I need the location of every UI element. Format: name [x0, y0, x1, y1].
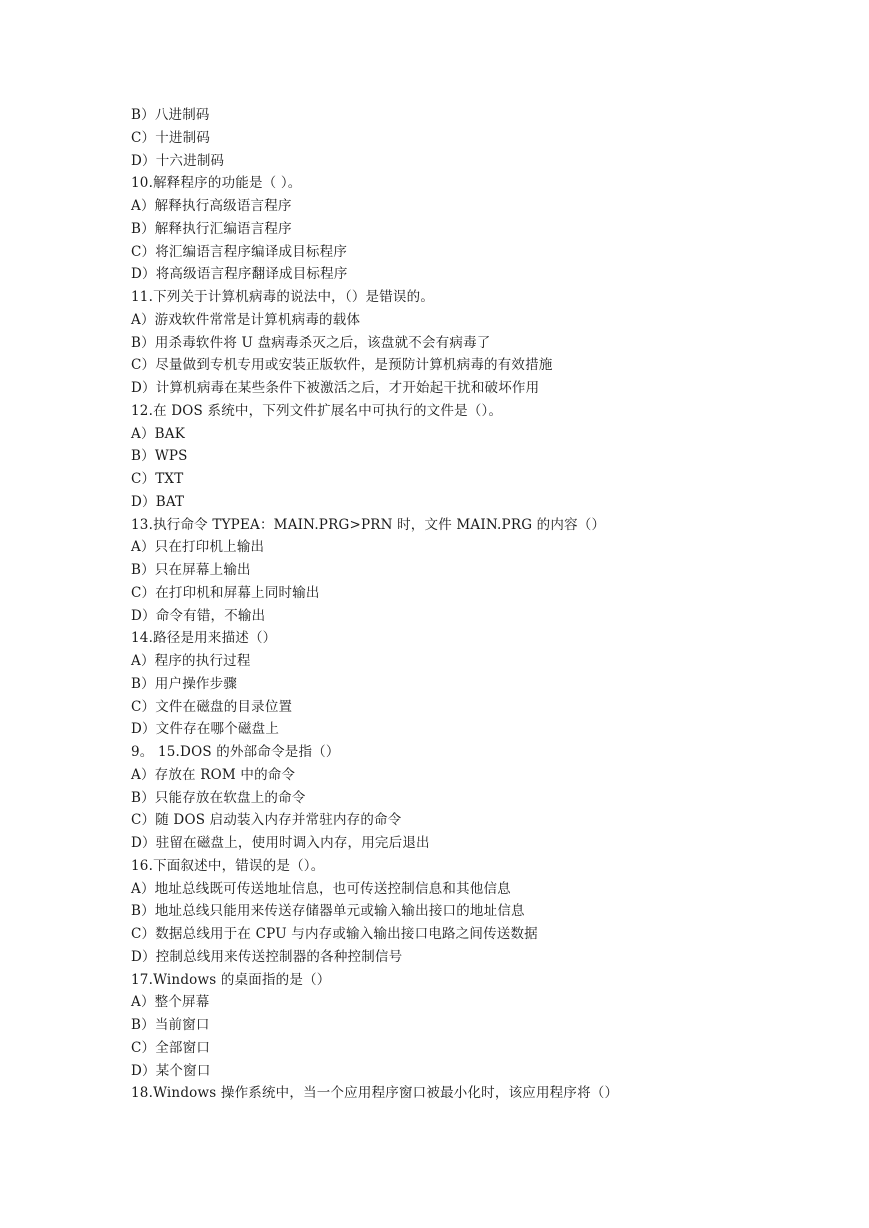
text-line: B）用杀毒软件将 U 盘病毒杀灭之后，该盘就不会有病毒了 — [131, 334, 491, 351]
text-line: D）驻留在磁盘上，使用时调入内存，用完后退出 — [131, 835, 430, 851]
text-line: C）TXT — [131, 471, 184, 487]
text-line: D）文件存在哪个磁盘上 — [131, 721, 280, 738]
text-line: D）将高级语言程序翻译成目标程序 — [131, 266, 348, 283]
text-line: C）文件在磁盘的目录位置 — [131, 698, 293, 715]
text-line: C）随 DOS 启动装入内存并常驻内存的命令 — [131, 812, 402, 829]
text-line: A）只在打印机上输出 — [131, 539, 265, 556]
question-line: 18.Windows 操作系统中，当一个应用程序窗口被最小化时，该应用程序将（） — [131, 1085, 619, 1102]
text-line: B）只能存放在软盘上的命令 — [131, 789, 306, 806]
text-line: C）尽量做到专机专用或安装正版软件，是预防计算机病毒的有效措施 — [131, 357, 553, 374]
text-line: C）十进制码 — [131, 129, 211, 146]
document-body — [131, 104, 831, 1105]
text-line: B）用户操作步骤 — [131, 675, 238, 692]
text-line: B）解释执行汇编语言程序 — [131, 220, 292, 237]
text-line: D）十六进制码 — [131, 152, 225, 169]
text-line: C）全部窗口 — [131, 1039, 211, 1056]
text-line: D）控制总线用来传送控制器的各种控制信号 — [131, 948, 403, 965]
text-line: B）八进制码 — [131, 107, 210, 123]
text-line: D）某个窗口 — [131, 1062, 211, 1079]
text-line: B）地址总线只能用来传送存储器单元或输入输出接口的地址信息 — [131, 903, 525, 920]
text-line: D）BAT — [131, 493, 185, 510]
text-line: D）命令有错，不输出 — [131, 607, 266, 624]
text-line: A）解释执行高级语言程序 — [131, 198, 292, 214]
text-line: C）将汇编语言程序编译成目标程序 — [131, 243, 348, 260]
text-line: A）存放在 ROM 中的命令 — [131, 766, 296, 783]
text-line: C）在打印机和屏幕上同时输出 — [131, 584, 320, 601]
question-line: 17.Windows 的桌面指的是（） — [131, 971, 331, 988]
question-line: 14.路径是用来描述（） — [131, 630, 277, 647]
question-line: 16.下面叙述中，错误的是（）。 — [131, 857, 325, 874]
text-line: A）游戏软件常常是计算机病毒的载体 — [131, 311, 361, 328]
question-line: 12.在 DOS 系统中，下列文件扩展名中可执行的文件是（）。 — [131, 402, 503, 419]
text-line: B）只在屏幕上输出 — [131, 562, 251, 578]
question-line: 10.解释程序的功能是（ ）。 — [131, 175, 302, 192]
text-line: B）当前窗口 — [131, 1017, 210, 1033]
text-line: A）程序的执行过程 — [131, 653, 251, 669]
text-line: A）整个屏幕 — [131, 994, 210, 1011]
question-line: 11.下列关于计算机病毒的说法中，（）是错误的。 — [131, 289, 435, 305]
text-line: C）数据总线用于在 CPU 与内存或输入输出接口电路之间传送数据 — [131, 926, 538, 942]
question-line: 9。 15.DOS 的外部命令是指（） — [131, 744, 340, 760]
text-line: B）WPS — [131, 448, 188, 465]
question-line: 13.执行命令 TYPEA：MAIN.PRG>PRN 时，文件 MAIN.PRG 的内容（） — [131, 516, 606, 533]
text-line: A）BAK — [131, 425, 186, 442]
text-line: A）地址总线既可传送地址信息，也可传送控制信息和其他信息 — [131, 880, 511, 897]
text-line: D）计算机病毒在某些条件下被激活之后，才开始起干扰和破坏作用 — [131, 380, 540, 396]
